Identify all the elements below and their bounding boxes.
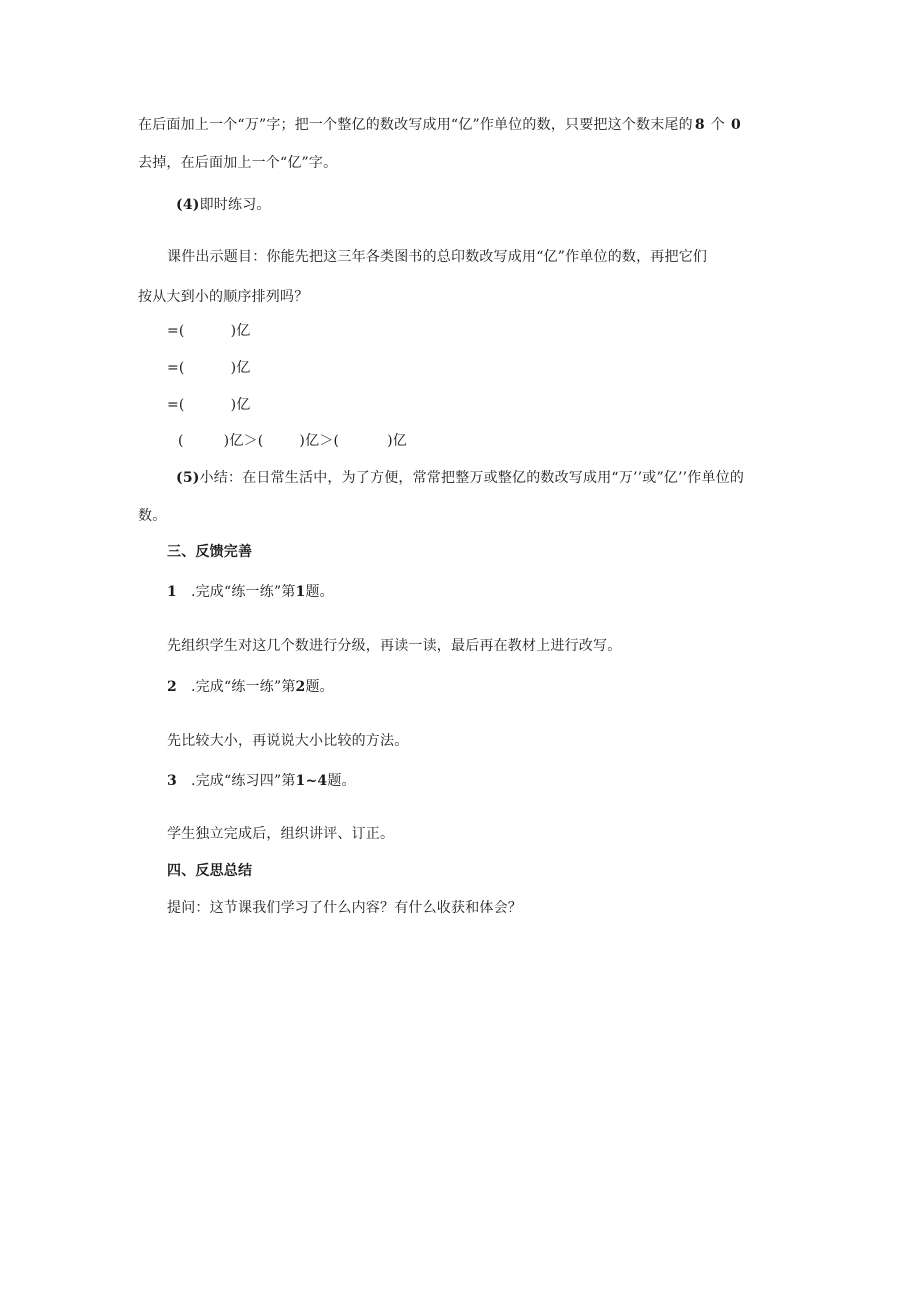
paragraph-line: 在后面加上一个“万”字；把一个整亿的数改写成用“亿”作单位的数，只要把这个数末尾的 8 个 0 — [138, 117, 741, 133]
exercise-3: 3 .完成“练习四”第1~4题。 — [167, 773, 356, 789]
section-3-title: 三、反馈完善 — [167, 544, 253, 560]
exercise-1: 1 .完成“练一练”第1题。 — [167, 584, 334, 600]
reflection-question: 提问：这节课我们学习了什么内容？有什么收获和体会？ — [167, 900, 522, 916]
blank-row: =( )亿 — [167, 323, 251, 339]
exercise-1-description: 先组织学生对这几个数进行分级，再读一读，最后再在教材上进行改写。 — [167, 638, 622, 654]
item-5: (5)小结：在日常生活中，为了方便，常常把整万或整亿的数改写成用“万’’或”亿’’作单位的 — [176, 470, 745, 486]
course-prompt-line: 课件出示题目：你能先把这三年各类图书的总印数改写成用“亿”作单位的数，再把它们 — [167, 249, 708, 265]
exercise-2-description: 先比较大小，再说说大小比较的方法。 — [167, 733, 409, 749]
blank-row: =( )亿 — [167, 397, 251, 413]
exercise-2: 2 .完成“练一练”第2题。 — [167, 679, 334, 695]
item-4: (4)即时练习。 — [176, 197, 271, 213]
paragraph-line: 去掉，在后面加上一个“亿”字。 — [138, 155, 338, 171]
course-prompt-line: 按从大到小的顺序排列吗？ — [138, 289, 309, 305]
exercise-3-description: 学生独立完成后，组织讲评、订正。 — [167, 826, 395, 842]
paragraph-line: 数。 — [138, 508, 167, 524]
section-4-title: 四、反思总结 — [167, 863, 253, 879]
compare-row: ( )亿＞( )亿＞( )亿 — [178, 433, 408, 449]
blank-row: =( )亿 — [167, 360, 251, 376]
